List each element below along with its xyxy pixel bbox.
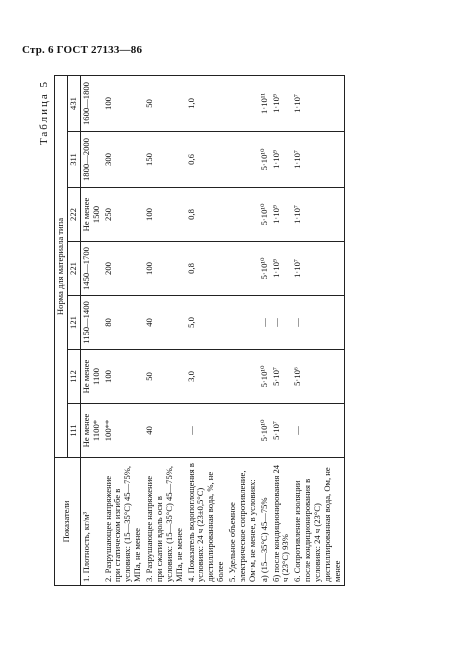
cell-value xyxy=(227,350,259,404)
row-label: 1. Плотность, кг/м³ xyxy=(80,458,102,586)
row-label: 4. Показатель водопоглощения в условиях: 24 ч (23±0,5°С) дистиллированная вода, %, не более xyxy=(186,458,228,586)
row-label: б) после кондиционирования 24 ч (23°С) 93% xyxy=(271,458,293,586)
row-label: 3. Разрушающее напряжение при сжатии вдоль оси в условиях: (15—35°С) 45—75%, МПа, не менее xyxy=(144,458,186,586)
row-label: 2. Разрушающее напряжение при статическом изгибе в условиях: (15—35°С) 45—75%, МПа, не менее xyxy=(103,458,145,586)
table-row xyxy=(144,76,186,586)
header-type: 221 xyxy=(67,242,80,296)
cell-value xyxy=(227,404,259,458)
cell-value: 100 xyxy=(103,350,145,404)
cell-value: 40 xyxy=(144,296,186,350)
header-type: 222 xyxy=(67,188,80,242)
cell-value: 0,8 xyxy=(186,242,228,296)
cell-value: 0,6 xyxy=(186,132,228,188)
table-row xyxy=(259,76,271,586)
cell-value xyxy=(227,188,259,242)
row-label: 6. Сопротивление изоляции после кондиционирования в условиях: 24 ч (23°С) дистиллированная вода, Ом, не менее xyxy=(292,458,344,586)
cell-value: 5·10¹⁰ xyxy=(259,242,271,296)
cell-value: 3,0 xyxy=(186,350,228,404)
cell-value: 1800—2000 xyxy=(80,132,102,188)
table-caption: Таблица 5 xyxy=(38,80,50,146)
page-header: Стр. 6 ГОСТ 27133—86 xyxy=(22,44,143,56)
row-label: а) (15—35°С) 45—75% xyxy=(259,458,271,586)
cell-value: 5·10⁷ xyxy=(271,350,293,404)
cell-value: 1·10⁷ xyxy=(292,242,344,296)
cell-value xyxy=(227,296,259,350)
cell-value: 1·10⁷ xyxy=(292,76,344,132)
cell-value: 1·10⁷ xyxy=(292,188,344,242)
table-row xyxy=(186,76,228,586)
row-label: 5. Удельное объемное электрическое сопротивление, Ом·м, не менее, в условиях: xyxy=(227,458,259,586)
cell-value: Не менее 1100 xyxy=(80,350,102,404)
cell-value: 5·10⁷ xyxy=(271,404,293,458)
cell-value: 5,0 xyxy=(186,296,228,350)
table-row xyxy=(80,76,102,586)
cell-value: 250 xyxy=(103,188,145,242)
header-type: 121 xyxy=(67,296,80,350)
cell-value: — xyxy=(259,296,271,350)
cell-value: 1·10¹¹ xyxy=(259,76,271,132)
header-type: 311 xyxy=(67,132,80,188)
cell-value: — xyxy=(271,296,293,350)
header-type: 431 xyxy=(67,76,80,132)
cell-value: 1600—1800 xyxy=(80,76,102,132)
cell-value: 5·10¹⁰ xyxy=(259,132,271,188)
cell-value: 5·10¹⁰ xyxy=(259,188,271,242)
header-type: 111 xyxy=(67,404,80,458)
cell-value: 50 xyxy=(144,350,186,404)
rotated-table-area xyxy=(38,76,438,586)
table-row xyxy=(271,76,293,586)
table-row xyxy=(292,76,344,586)
cell-value: — xyxy=(186,404,228,458)
table-row xyxy=(227,76,259,586)
table-row xyxy=(103,76,145,586)
header-norm-group: Норма для материала типа xyxy=(55,76,68,458)
cell-value: 1,0 xyxy=(186,76,228,132)
cell-value: 1·10⁹ xyxy=(271,132,293,188)
cell-value: 100 xyxy=(144,188,186,242)
norms-table xyxy=(54,75,345,586)
cell-value: 1·10⁹ xyxy=(271,242,293,296)
cell-value xyxy=(227,76,259,132)
cell-value: 80 xyxy=(103,296,145,350)
cell-value xyxy=(227,242,259,296)
cell-value: 5·10¹⁰ xyxy=(259,404,271,458)
cell-value: 1450—1700 xyxy=(80,242,102,296)
cell-value: Не менее 1500 xyxy=(80,188,102,242)
cell-value: 1150—1400 xyxy=(80,296,102,350)
cell-value: 40 xyxy=(144,404,186,458)
cell-value: 1·10⁹ xyxy=(271,76,293,132)
cell-value: 150 xyxy=(144,132,186,188)
cell-value: 5·10⁶ xyxy=(292,350,344,404)
cell-value xyxy=(227,132,259,188)
cell-value: — xyxy=(292,404,344,458)
cell-value: 100 xyxy=(103,76,145,132)
cell-value: 1·10⁹ xyxy=(271,188,293,242)
cell-value: 0,8 xyxy=(186,188,228,242)
cell-value: Не менее 1100* xyxy=(80,404,102,458)
cell-value: 5·10¹⁰ xyxy=(259,350,271,404)
cell-value: 1·10⁷ xyxy=(292,132,344,188)
cell-value: 100 xyxy=(144,242,186,296)
cell-value: 100** xyxy=(103,404,145,458)
header-indicators: Показатели xyxy=(55,458,81,586)
header-type: 112 xyxy=(67,350,80,404)
cell-value: 200 xyxy=(103,242,145,296)
cell-value: 300 xyxy=(103,132,145,188)
cell-value: — xyxy=(292,296,344,350)
cell-value: 50 xyxy=(144,76,186,132)
